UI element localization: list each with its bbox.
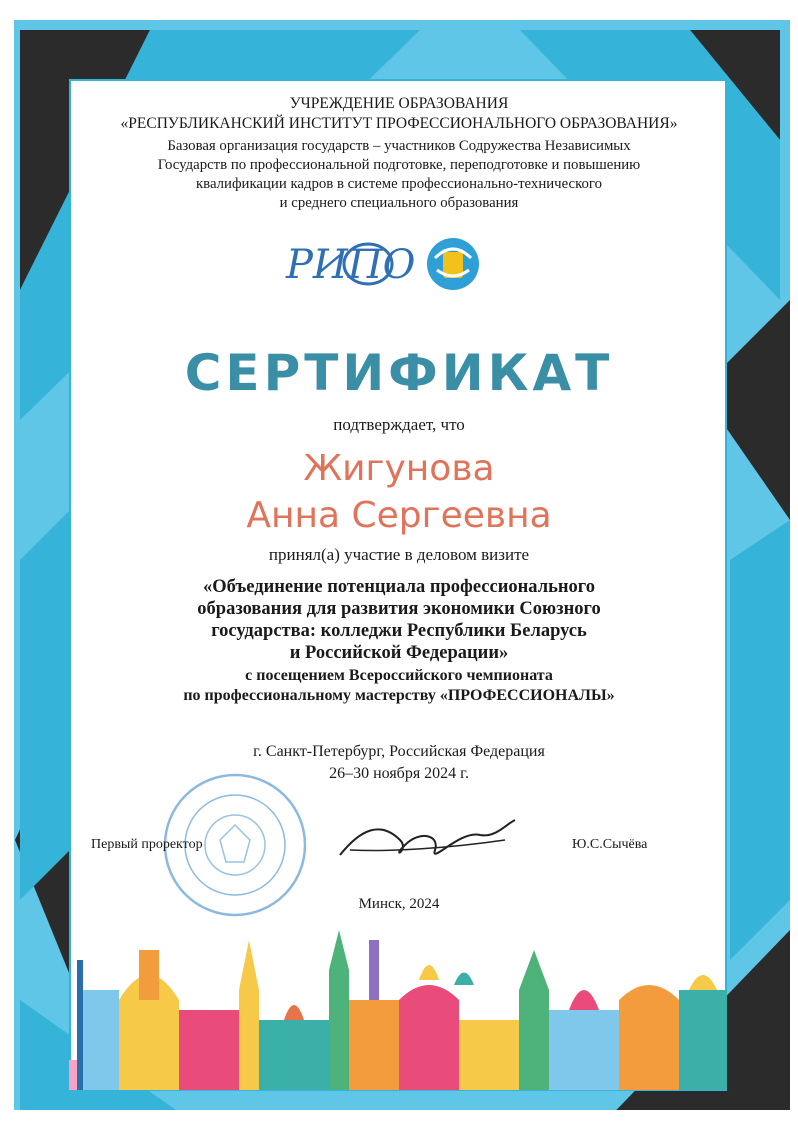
dates-text: 26–30 ноября 2024 г. <box>329 765 469 782</box>
city-skyline-illustration <box>69 930 727 1090</box>
visit-sub-line-1: с посещением Всероссийского чемпионата <box>245 667 553 684</box>
org-name: «РЕСПУБЛИКАНСКИЙ ИНСТИТУТ ПРОФЕССИОНАЛЬНОГО ОБРАЗОВАНИЯ» <box>120 115 678 132</box>
cis-emblem-icon <box>425 236 481 292</box>
ripo-logo <box>282 230 416 294</box>
participated-text: принял(а) участие в деловом визите <box>268 545 530 564</box>
handwritten-signature-icon <box>330 810 520 870</box>
visit-title-line-1: «Объединение потенциала профессионального <box>203 577 595 597</box>
visit-title-line-4: и Российской Федерации» <box>289 643 509 663</box>
location-text: г. Санкт-Петербург, Российская Федерация <box>253 743 545 760</box>
signer-position: Первый проректор <box>91 837 203 852</box>
base-line-3: квалификации кадров в системе профессионально-технического <box>195 176 603 192</box>
visit-title-line-3: государства: колледжи Республики Беларусь <box>211 621 587 641</box>
base-line-1: Базовая организация государств – участников Содружества Независимых <box>167 138 631 154</box>
certificate-title: СЕРТИФИКАТ <box>184 344 614 402</box>
org-type: УЧРЕЖДЕНИЕ ОБРАЗОВАНИЯ <box>289 95 509 112</box>
visit-title-line-2: образования для развития экономики Союзного <box>197 599 601 619</box>
base-line-4: и среднего специального образования <box>279 195 519 211</box>
confirms-text: подтверждает, что <box>333 415 465 434</box>
signer-name: Ю.С.Сычёва <box>572 837 648 852</box>
base-line-2: Государств по профессиональной подготовке, переподготовке и повышению <box>157 157 641 173</box>
city-year: Минск, 2024 <box>358 896 440 912</box>
ripo-logo-text: РИПО <box>286 242 416 288</box>
recipient-first-middle-name: Анна Сергеевна <box>246 495 552 536</box>
logos <box>0 230 798 300</box>
visit-sub-line-2: по профессиональному мастерству «ПРОФЕССИОНАЛЫ» <box>183 687 615 704</box>
recipient-last-name: Жигунова <box>303 448 495 489</box>
